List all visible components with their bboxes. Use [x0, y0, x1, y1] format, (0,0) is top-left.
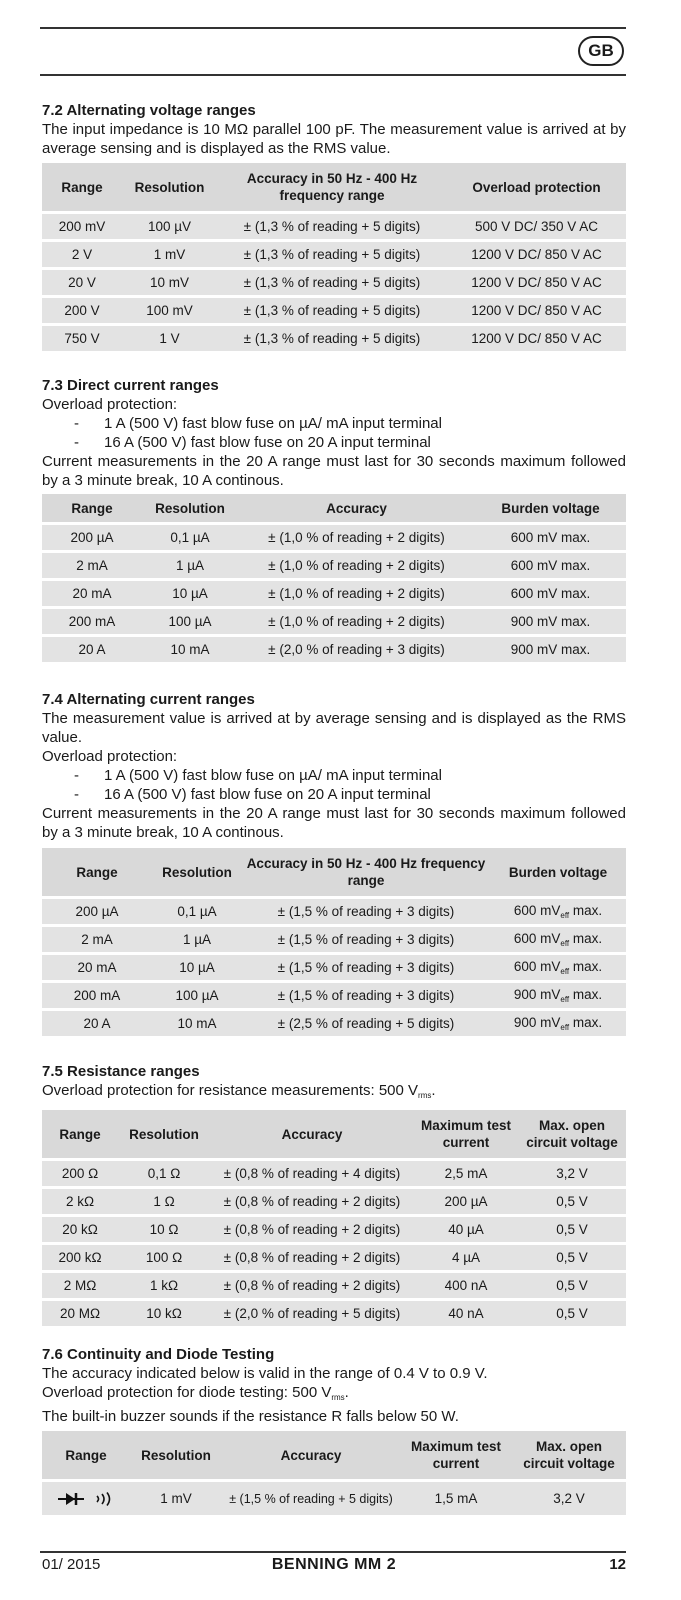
col-header: Max. open circuit voltage [518, 1110, 626, 1158]
table-row [42, 1245, 626, 1270]
cell: 10 µA [152, 955, 242, 980]
value: 900 mV [513, 1015, 561, 1030]
cell: 600 mV max. [475, 525, 626, 550]
resistance-table [42, 1107, 626, 1329]
overload-label: Overload protection: [42, 748, 178, 765]
cell: 20 V [42, 270, 122, 295]
text: . [344, 1384, 349, 1401]
cell: 3,2 V [512, 1482, 626, 1515]
value: 600 mV [513, 931, 561, 946]
table-row [42, 1301, 626, 1326]
cell: 1200 V DC/ 850 V AC [447, 270, 626, 295]
list-item-text: 16 A (500 V) fast blow fuse on 20 A input terminal [104, 434, 431, 451]
col-header: Range [42, 1431, 130, 1479]
language-badge: GB [578, 36, 624, 66]
col-header: Accuracy in 50 Hz - 400 Hz frequency range [217, 163, 447, 211]
cell: 200 µA [42, 525, 142, 550]
footer-title: BENNING MM 2 [271, 1556, 397, 1573]
cell: 100 mV [122, 298, 217, 323]
value: 600 mV [513, 903, 561, 918]
table-row [42, 609, 626, 634]
cell: ± (0,8 % of reading + 2 digits) [210, 1245, 414, 1270]
table-header [42, 848, 626, 896]
col-header: Resolution [130, 1431, 222, 1479]
list-item [42, 414, 626, 433]
table-header [42, 494, 626, 522]
col-header: Resolution [122, 163, 217, 211]
col-header: Max. open circuit voltage [512, 1431, 626, 1479]
cell: 1 mV [130, 1482, 222, 1515]
cell: 10 mA [142, 637, 238, 662]
cell: 900 mV max. [475, 609, 626, 634]
cell: 10 mV [122, 270, 217, 295]
cell: 10 mA [152, 1011, 242, 1036]
cell: 2 V [42, 242, 122, 267]
table-row [42, 1161, 626, 1186]
col-header: Maximum test current [400, 1431, 512, 1479]
bullet-dash: - [74, 767, 79, 784]
cell: 2 mA [42, 553, 142, 578]
cell: 3,2 V [518, 1161, 626, 1186]
dc-current-table [42, 491, 626, 665]
value: 600 mV [513, 959, 561, 974]
cell: ± (0,8 % of reading + 4 digits) [210, 1161, 414, 1186]
cell: 2 kΩ [42, 1189, 118, 1214]
cell: 0,5 V [518, 1301, 626, 1326]
table-row [42, 1482, 626, 1515]
diode-icon [58, 1492, 84, 1506]
col-header: Range [42, 163, 122, 211]
section-heading: 7.6 Continuity and Diode Testing [42, 1346, 275, 1363]
text: Overload protection for diode testing: 500 V [42, 1384, 332, 1401]
section-text: The accuracy indicated below is valid in the range of 0.4 V to 0.9 V. [42, 1365, 488, 1382]
cell: 200 V [42, 298, 122, 323]
cell: ± (1,5 % of reading + 3 digits) [242, 983, 490, 1008]
cell: 200 µA [42, 899, 152, 924]
cell: 100 µA [152, 983, 242, 1008]
table-row [42, 326, 626, 351]
cell: ± (1,5 % of reading + 5 digits) [222, 1482, 400, 1515]
suffix: max. [572, 903, 603, 918]
cell: 1200 V DC/ 850 V AC [447, 326, 626, 351]
cell: 4 µA [414, 1245, 518, 1270]
section-heading: 7.5 Resistance ranges [42, 1063, 200, 1080]
cell: 20 mA [42, 581, 142, 606]
section-7-3 [42, 376, 626, 665]
cell: 10 kΩ [118, 1301, 210, 1326]
section-7-4 [42, 690, 626, 1039]
cell: 1 kΩ [118, 1273, 210, 1298]
section-text: Current measurements in the 20 A range must last for 30 seconds maximum followed by a 3 minute break, 10 A continous. [42, 805, 626, 841]
col-header: Overload protection [447, 163, 626, 211]
section-text [42, 1383, 626, 1407]
cell: 1 V [122, 326, 217, 351]
cell: 20 kΩ [42, 1217, 118, 1242]
col-header: Range [42, 494, 142, 522]
cell: 20 MΩ [42, 1301, 118, 1326]
cell: 200 mV [42, 214, 122, 239]
table-row [42, 525, 626, 550]
table-row [42, 1217, 626, 1242]
cell: ± (1,0 % of reading + 2 digits) [238, 553, 475, 578]
cell: ± (1,3 % of reading + 5 digits) [217, 298, 447, 323]
cell: ± (1,3 % of reading + 5 digits) [217, 214, 447, 239]
cell: 1 mV [122, 242, 217, 267]
section-heading: 7.3 Direct current ranges [42, 377, 219, 394]
table-row [42, 270, 626, 295]
cell: 0,1 Ω [118, 1161, 210, 1186]
table-row [42, 637, 626, 662]
subscript: rms [331, 1393, 345, 1402]
suffix: max. [572, 959, 603, 974]
table-row [42, 983, 626, 1008]
col-header: Burden voltage [475, 494, 626, 522]
continuity-table [42, 1428, 626, 1518]
header-rule [40, 74, 626, 76]
col-header: Resolution [152, 848, 242, 896]
cell: 200 mA [42, 609, 142, 634]
text: . [431, 1082, 436, 1099]
cell: 0,5 V [518, 1217, 626, 1242]
page-number: 12 [609, 1556, 626, 1573]
cell: ± (1,5 % of reading + 3 digits) [242, 955, 490, 980]
cell: 40 nA [414, 1301, 518, 1326]
cell: 100 µV [122, 214, 217, 239]
cell: ± (1,5 % of reading + 3 digits) [242, 899, 490, 924]
cell: 10 Ω [118, 1217, 210, 1242]
bullet-dash: - [74, 434, 79, 451]
subscript: eff [560, 939, 570, 948]
list-item-text: 1 A (500 V) fast blow fuse on µA/ mA input terminal [104, 415, 442, 432]
col-header: Range [42, 848, 152, 896]
cell: ± (2,0 % of reading + 5 digits) [210, 1301, 414, 1326]
cell: ± (1,3 % of reading + 5 digits) [217, 270, 447, 295]
section-text: The measurement value is arrived at by average sensing and is displayed as the RMS value. [42, 710, 626, 746]
cell: 0,5 V [518, 1273, 626, 1298]
cell: 200 kΩ [42, 1245, 118, 1270]
subscript: eff [560, 967, 570, 976]
section-text: Current measurements in the 20 A range must last for 30 seconds maximum followed by a 3 minute break, 10 A continous. [42, 453, 626, 489]
cell: ± (0,8 % of reading + 2 digits) [210, 1273, 414, 1298]
cell: 0,5 V [518, 1245, 626, 1270]
section-7-2 [42, 101, 626, 354]
cell: ± (1,3 % of reading + 5 digits) [217, 326, 447, 351]
cell: 600 mV max. [475, 581, 626, 606]
list-item [42, 433, 626, 452]
footer-rule [40, 1551, 626, 1553]
col-header: Accuracy [238, 494, 475, 522]
cell: 1 µA [152, 927, 242, 952]
table-row [42, 927, 626, 952]
suffix: max. [572, 987, 603, 1002]
table-row [42, 553, 626, 578]
suffix: max. [572, 931, 603, 946]
cell: 200 mA [42, 983, 152, 1008]
col-header: Accuracy in 50 Hz - 400 Hz frequency range [242, 848, 490, 896]
table-row [42, 214, 626, 239]
table-row [42, 1273, 626, 1298]
cell: 200 µA [414, 1189, 518, 1214]
cell: ± (1,5 % of reading + 3 digits) [242, 927, 490, 952]
cell: 0,1 µA [152, 899, 242, 924]
cell: 40 µA [414, 1217, 518, 1242]
cell: ± (2,5 % of reading + 5 digits) [242, 1011, 490, 1036]
section-text [42, 1081, 626, 1105]
section-7-5 [42, 1062, 626, 1329]
col-header: Burden voltage [490, 848, 626, 896]
section-7-6 [42, 1345, 626, 1518]
cell: 900 mV max. [475, 637, 626, 662]
cell: 100 µA [142, 609, 238, 634]
subscript: eff [560, 995, 570, 1004]
suffix: max. [572, 1015, 603, 1030]
text: Overload protection for resistance measurements: 500 V [42, 1082, 419, 1099]
cell: 2 MΩ [42, 1273, 118, 1298]
buzzer-icon [94, 1492, 114, 1506]
cell: 600 mV max. [475, 553, 626, 578]
cell: 1,5 mA [400, 1482, 512, 1515]
table-header [42, 163, 626, 211]
cell: 0,5 V [518, 1189, 626, 1214]
cell: 20 A [42, 1011, 152, 1036]
cell: 1200 V DC/ 850 V AC [447, 298, 626, 323]
cell: 20 A [42, 637, 142, 662]
table-row [42, 1189, 626, 1214]
cell: ± (1,0 % of reading + 2 digits) [238, 525, 475, 550]
col-header: Accuracy [210, 1110, 414, 1158]
cell: 1200 V DC/ 850 V AC [447, 242, 626, 267]
cell: 20 mA [42, 955, 152, 980]
cell: 10 µA [142, 581, 238, 606]
table-header [42, 1110, 626, 1158]
cell: 2,5 mA [414, 1161, 518, 1186]
cell: 750 V [42, 326, 122, 351]
bullet-dash: - [74, 786, 79, 803]
cell: ± (1,0 % of reading + 2 digits) [238, 581, 475, 606]
col-header: Maximum test current [414, 1110, 518, 1158]
list-item-text: 1 A (500 V) fast blow fuse on µA/ mA input terminal [104, 767, 442, 784]
table-row [42, 955, 626, 980]
ac-current-table [42, 845, 626, 1039]
col-header: Range [42, 1110, 118, 1158]
cell: ± (0,8 % of reading + 2 digits) [210, 1217, 414, 1242]
table-row [42, 899, 626, 924]
cell [490, 955, 626, 980]
col-header: Resolution [142, 494, 238, 522]
overload-label: Overload protection: [42, 396, 178, 413]
value: 900 mV [513, 987, 561, 1002]
table-header [42, 1431, 626, 1479]
cell: 2 mA [42, 927, 152, 952]
bullet-dash: - [74, 415, 79, 432]
list-item [42, 785, 626, 804]
top-rule [40, 27, 626, 29]
cell: ± (0,8 % of reading + 2 digits) [210, 1189, 414, 1214]
cell: 200 Ω [42, 1161, 118, 1186]
section-text: The built-in buzzer sounds if the resistance R falls below 50 W. [42, 1408, 459, 1425]
cell: ± (1,3 % of reading + 5 digits) [217, 242, 447, 267]
cell: 500 V DC/ 350 V AC [447, 214, 626, 239]
table-row [42, 581, 626, 606]
col-header: Resolution [118, 1110, 210, 1158]
cell [490, 927, 626, 952]
cell [490, 1011, 626, 1036]
cell: 0,1 µA [142, 525, 238, 550]
section-heading: 7.2 Alternating voltage ranges [42, 102, 256, 119]
section-text: The input impedance is 10 MΩ parallel 100 pF. The measurement value is arrived at by average sensing and is displayed as the RMS value. [42, 121, 626, 157]
cell: ± (2,0 % of reading + 3 digits) [238, 637, 475, 662]
table-row [42, 1011, 626, 1036]
cell: 400 nA [414, 1273, 518, 1298]
col-header: Accuracy [222, 1431, 400, 1479]
cell [490, 983, 626, 1008]
section-heading: 7.4 Alternating current ranges [42, 691, 255, 708]
subscript: eff [560, 911, 570, 920]
ac-voltage-table [42, 160, 626, 354]
list-item [42, 766, 626, 785]
cell-range-icons [42, 1482, 130, 1515]
footer-date: 01/ 2015 [42, 1556, 101, 1573]
subscript: eff [560, 1023, 570, 1032]
cell: 1 µA [142, 553, 238, 578]
cell: 100 Ω [118, 1245, 210, 1270]
cell: ± (1,0 % of reading + 2 digits) [238, 609, 475, 634]
subscript: rms [418, 1091, 432, 1100]
cell: 1 Ω [118, 1189, 210, 1214]
table-row [42, 298, 626, 323]
table-row [42, 242, 626, 267]
list-item-text: 16 A (500 V) fast blow fuse on 20 A input terminal [104, 786, 431, 803]
cell [490, 899, 626, 924]
